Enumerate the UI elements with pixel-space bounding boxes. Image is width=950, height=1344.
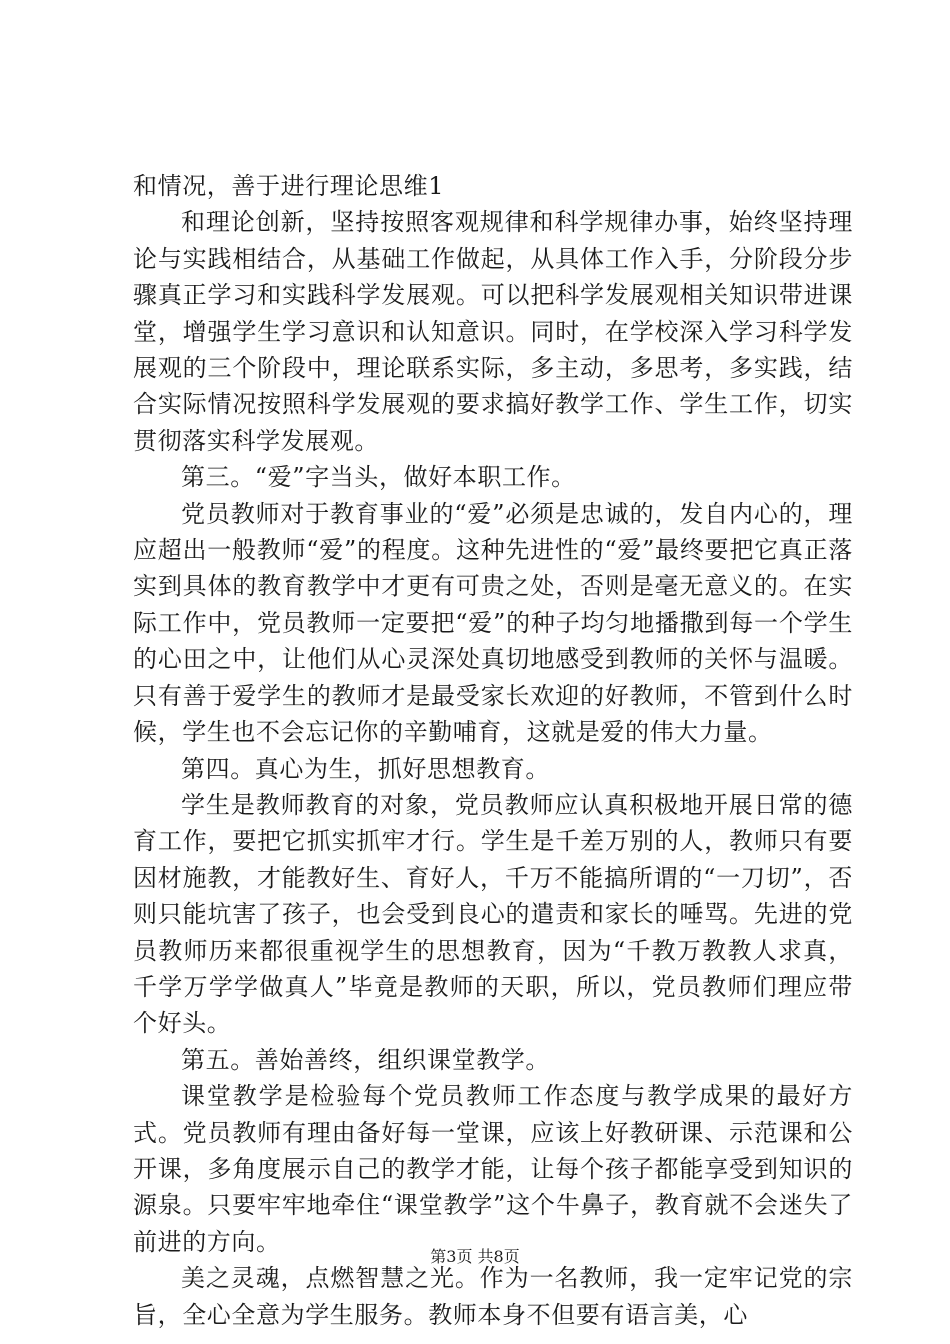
paragraph: 美之灵魂，点燃智慧之光。作为一名教师，我一定牢记党的宗旨，全心全意为学生服务。教师本身不但要有语言美，心 (133, 1264, 853, 1329)
document-body (133, 168, 853, 1333)
section-heading: 第五。善始善终，组织课堂教学。 (181, 1045, 550, 1074)
section-heading: 第三。“爱”字当头，做好本职工作。 (181, 463, 576, 492)
paragraph: 和情况，善于进行理论思维1 (133, 172, 445, 200)
paragraph: 学生是教师教育的对象，党员教师应认真积极地开展日常的德育工作，要把它抓实抓牢才行。学生是千差万别的人，教师只有要因材施教，才能教好生、育好人，千万不能搞所谓的“一刀切”，否则只能坑害了孩子，也会受到良心的遣责和家长的唾骂。先进的党员教师历来都很重视学生的思想教育，因为“千教万教教人求真，千学万学学做真人”毕竟是教师的天职，所以，党员教师们理应带个好头。 (133, 790, 853, 1038)
section-heading: 第四。真心为生，抓好思想教育。 (181, 754, 550, 783)
paragraph: 和理论创新，坚持按照客观规律和科学规律办事，始终坚持理论与实践相结合，从基础工作做起，从具体工作入手，分阶段分步骤真正学习和实践科学发展观。可以把科学发展观相关知识带进课堂，增强学生学习意识和认知意识。同时，在学校深入学习科学发展观的三个阶段中，理论联系实际，多主动，多思考，多实践，结合实际情况按照科学发展观的要求搞好教学工作、学生工作，切实贯彻落实科学发展观。 (133, 208, 853, 455)
paragraph: 课堂教学是检验每个党员教师工作态度与教学成果的最好方式。党员教师有理由备好每一堂课，应该上好教研课、示范课和公开课，多角度展示自己的教学才能，让每个孩子都能享受到知识的源泉。只要牢牢地牵住“课堂教学”这个牛鼻子，教育就不会迷失了前进的方向。 (133, 1082, 853, 1256)
paragraph: 党员教师对于教育事业的“爱”必须是忠诚的，发自内心的，理应超出一般教师“爱”的程度。这种先进性的“爱”最终要把它真正落实到具体的教育教学中才更有可贵之处，否则是毫无意义的。在实际工作中，党员教师一定要把“爱”的种子均匀地播撒到每一个学生的心田之中，让他们从心灵深处真切地感受到教师的关怀与温暖。只有善于爱学生的教师才是最受家长欢迎的好教师，不管到什么时候，学生也不会忘记你的辛勤哺育，这就是爱的伟大力量。 (133, 499, 853, 747)
page-number-footer: 第3页 共8页 (430, 1247, 520, 1266)
